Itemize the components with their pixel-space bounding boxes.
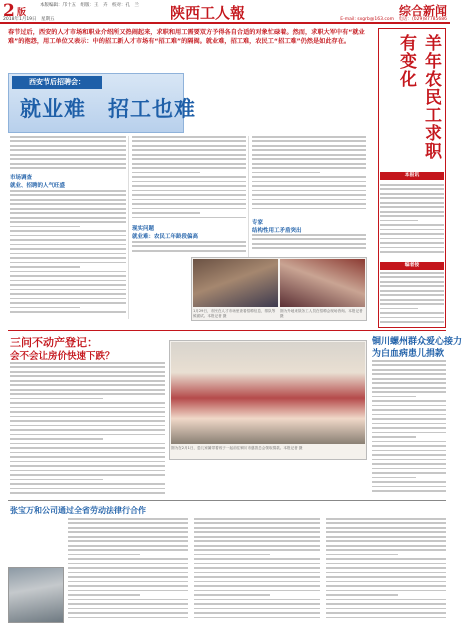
body-text-block (380, 184, 444, 260)
text-line (194, 522, 320, 524)
body-text-block (132, 136, 246, 222)
text-line (372, 409, 446, 411)
text-line (10, 167, 126, 169)
text-line (380, 272, 444, 274)
text-line (372, 463, 446, 465)
text-line (132, 250, 246, 252)
text-line (68, 581, 188, 583)
text-line (380, 303, 444, 305)
contact-line: E-mail: sxgrb@163.com 电话：(029)87785686 (340, 17, 447, 22)
text-line (10, 362, 165, 364)
text-line (326, 567, 446, 569)
news-photo-left (193, 259, 278, 307)
section-subhead: 专家 (252, 220, 264, 226)
text-line (194, 608, 320, 610)
text-line (372, 436, 416, 438)
lead-paragraph: 春节过后，西安的人才市场和职业介绍所又热闹起来，求职和用工需要双方予得各自合适的对象忙碌着。然而，求职大军中有“就业难”的抱怨，用工单位又表示：中的招工新人才市场有“招工难”的隔阂。就业难，招工难，农民工“招工难”仍然是如此存在。 (8, 29, 365, 45)
text-line (252, 176, 366, 178)
text-line (372, 387, 446, 389)
text-line (10, 371, 165, 373)
text-line (380, 184, 444, 186)
text-line (380, 202, 444, 204)
text-line (10, 239, 126, 241)
text-line (326, 576, 446, 578)
text-line (10, 393, 165, 395)
text-line (132, 163, 246, 165)
text-line (68, 540, 188, 542)
text-line (380, 281, 444, 283)
text-line (380, 224, 444, 226)
text-line (194, 540, 320, 542)
column-rule (128, 136, 129, 319)
body-text-block (10, 362, 165, 498)
text-line (10, 248, 126, 250)
text-line (372, 364, 446, 366)
text-line (10, 235, 126, 237)
section-subhead: 现实问题 (132, 226, 155, 232)
text-line (194, 572, 320, 574)
text-line (10, 474, 165, 476)
text-line (252, 199, 366, 201)
section-subhead: 就业难：农民工年龄段偏高 (132, 234, 199, 240)
text-line (380, 308, 418, 310)
text-line (372, 454, 446, 456)
text-line (380, 299, 444, 301)
text-line (252, 149, 366, 151)
text-line (194, 554, 270, 556)
text-line (372, 369, 446, 371)
text-line (380, 294, 444, 296)
text-line (252, 163, 366, 165)
text-line (194, 581, 320, 583)
text-line (68, 576, 188, 578)
newspaper-name: 陕西工人報 (170, 4, 246, 22)
headline-left: 三问不动产登记： (10, 336, 98, 349)
text-line (132, 241, 246, 243)
text-line (326, 590, 446, 592)
text-line (326, 585, 446, 587)
news-photo-lower (171, 342, 365, 444)
text-line (132, 172, 200, 174)
text-line (68, 567, 188, 569)
text-line (68, 527, 188, 529)
text-line (326, 608, 446, 610)
text-line (380, 317, 444, 319)
text-line (380, 233, 444, 235)
text-line (252, 172, 320, 174)
text-line (372, 450, 446, 452)
text-line (10, 140, 126, 142)
text-line (10, 366, 165, 368)
banner-headline: 就业难 招工也难 (20, 97, 196, 121)
text-line (10, 375, 165, 377)
text-line (10, 199, 126, 201)
text-line (10, 226, 80, 228)
text-line (252, 190, 366, 192)
masthead (0, 0, 450, 24)
text-line (68, 518, 188, 520)
text-line (10, 402, 165, 404)
text-line (68, 585, 188, 587)
text-line (10, 289, 126, 291)
text-line (252, 154, 366, 156)
text-line (68, 522, 188, 524)
text-line (10, 194, 126, 196)
text-line (68, 545, 188, 547)
text-line (132, 203, 246, 205)
headline-right: 为白血病患儿捐款 (372, 349, 445, 359)
text-line (132, 208, 246, 210)
text-line (10, 384, 165, 386)
text-line (10, 479, 103, 481)
text-line (380, 220, 418, 222)
text-line (194, 585, 320, 587)
text-line (372, 405, 446, 407)
photo-caption: 1月29日，市民在人才市场里查看招聘信息，排队等候面试。本报记者 摄 (193, 309, 276, 318)
text-line (10, 438, 103, 440)
issue-date: 2018年1月19日 星期五 (3, 17, 55, 22)
text-line (326, 572, 446, 574)
text-line (380, 188, 444, 190)
text-line (68, 536, 188, 538)
text-line (380, 247, 444, 249)
text-line (132, 140, 246, 142)
text-line (10, 136, 126, 138)
text-line (194, 545, 320, 547)
text-line (10, 271, 126, 273)
text-line (326, 612, 446, 614)
body-text-block (326, 518, 446, 624)
text-line (372, 441, 446, 443)
text-line (380, 193, 444, 195)
text-line (372, 373, 446, 375)
text-line (10, 266, 80, 268)
text-line (326, 536, 446, 538)
text-line (10, 298, 126, 300)
text-line (132, 154, 246, 156)
text-line (132, 181, 246, 183)
text-line (10, 420, 165, 422)
text-line (132, 167, 246, 169)
text-line (372, 468, 446, 470)
text-line (10, 212, 126, 214)
text-line (252, 247, 366, 249)
text-line (372, 459, 446, 461)
text-line (380, 251, 444, 253)
text-line (194, 612, 320, 614)
text-line (326, 522, 446, 524)
text-line (68, 531, 188, 533)
text-line (10, 154, 126, 156)
text-line (252, 136, 366, 138)
text-line (380, 229, 444, 231)
text-line (380, 242, 444, 244)
text-line (372, 477, 416, 479)
text-line (10, 208, 126, 210)
text-line (10, 158, 126, 160)
text-line (252, 145, 366, 147)
text-line (372, 432, 446, 434)
text-line (380, 285, 444, 287)
body-text-block (252, 136, 366, 216)
text-line (326, 603, 446, 605)
text-line (10, 470, 165, 472)
body-text-block (380, 272, 444, 326)
text-line (326, 558, 446, 560)
news-photo-right (280, 259, 365, 307)
text-line (10, 203, 126, 205)
text-line (252, 140, 366, 142)
text-line (326, 594, 398, 596)
text-line (10, 443, 165, 445)
photo-caption: 图为在2月1日，患儿家属带着孩子一起前往铜川市慈善总会领取捐款。本报记者 摄 (171, 446, 303, 450)
text-line (10, 221, 126, 223)
text-line (10, 307, 80, 309)
sidebar-subhead: 本报讯 (380, 172, 444, 180)
text-line (10, 262, 126, 264)
text-line (68, 563, 188, 565)
text-line (10, 257, 126, 259)
text-line (10, 284, 126, 286)
section-subhead: 结构性用工矛盾突出 (252, 228, 302, 234)
text-line (372, 490, 446, 492)
text-line (372, 445, 446, 447)
text-line (194, 531, 320, 533)
text-line (132, 145, 246, 147)
text-line (380, 321, 444, 323)
text-line (10, 411, 165, 413)
text-line (10, 483, 165, 485)
text-line (68, 603, 188, 605)
text-line (194, 563, 320, 565)
body-text-block (10, 190, 126, 318)
text-line (132, 185, 246, 187)
text-line (10, 416, 165, 418)
text-line (372, 423, 446, 425)
text-line (10, 311, 126, 313)
section-divider (8, 330, 446, 331)
section-divider (8, 500, 446, 501)
text-line (372, 396, 416, 398)
text-line (326, 563, 446, 565)
text-line (380, 276, 444, 278)
text-line (10, 461, 165, 463)
text-line (372, 391, 446, 393)
text-line (194, 590, 320, 592)
text-line (10, 434, 165, 436)
text-line (10, 244, 126, 246)
text-line (326, 518, 446, 520)
text-line (252, 243, 366, 245)
text-line (194, 536, 320, 538)
text-line (372, 378, 446, 380)
text-line (132, 194, 246, 196)
text-line (372, 382, 446, 384)
text-line (252, 234, 366, 236)
text-line (252, 185, 366, 187)
text-line (380, 312, 444, 314)
text-line (10, 425, 165, 427)
text-line (194, 603, 320, 605)
text-line (326, 617, 446, 619)
text-line (68, 594, 140, 596)
text-line (68, 572, 188, 574)
text-line (68, 558, 188, 560)
sidebar-title: 羊年农民工求职有变化 (396, 34, 441, 160)
text-line (252, 167, 366, 169)
text-line (372, 481, 446, 483)
text-line (68, 599, 188, 601)
text-line (10, 163, 126, 165)
bottom-photo (8, 567, 64, 623)
text-line (372, 472, 446, 474)
banner-kicker: 西安节后招聘会： (12, 76, 102, 89)
text-line (10, 190, 126, 192)
text-line (132, 190, 246, 192)
text-line (194, 518, 320, 520)
text-line (68, 608, 188, 610)
section-subhead: 市场调查 (10, 175, 33, 181)
text-line (252, 208, 366, 210)
text-line (10, 380, 165, 382)
text-line (10, 429, 165, 431)
text-line (10, 488, 165, 490)
text-line (372, 400, 446, 402)
text-line (10, 280, 126, 282)
body-text-block (194, 518, 320, 624)
text-line (132, 245, 246, 247)
text-line (326, 599, 446, 601)
text-line (252, 194, 366, 196)
text-line (10, 389, 165, 391)
text-line (10, 275, 126, 277)
text-line (194, 527, 320, 529)
text-line (194, 558, 320, 560)
text-line (132, 217, 246, 219)
text-line (326, 545, 446, 547)
text-line (68, 549, 188, 551)
text-line (326, 540, 446, 542)
text-line (10, 253, 126, 255)
text-line (10, 217, 126, 219)
text-line (132, 199, 246, 201)
text-line (68, 554, 140, 556)
section-subhead: 就业、招聘的人气旺盛 (10, 183, 66, 189)
text-line (252, 238, 366, 240)
body-text-block (372, 360, 446, 498)
text-line (10, 407, 165, 409)
text-line (252, 158, 366, 160)
text-line (194, 599, 320, 601)
text-line (10, 447, 165, 449)
text-line (372, 418, 446, 420)
text-line (380, 215, 444, 217)
text-line (380, 206, 444, 208)
headline-right: 铜川螺州群众爱心接力 (372, 337, 462, 347)
body-text-block (10, 136, 126, 172)
body-text-block (252, 234, 366, 255)
text-line (380, 238, 444, 240)
text-line (68, 617, 188, 619)
text-line (10, 465, 165, 467)
text-line (132, 149, 246, 151)
text-line (10, 398, 103, 400)
text-line (132, 176, 246, 178)
body-text-block (132, 241, 246, 255)
text-line (68, 590, 188, 592)
text-line (10, 293, 126, 295)
text-line (372, 360, 446, 362)
bottom-headline: 张宝万和公司通过全省劳动法律行合作 (10, 506, 146, 515)
text-line (10, 302, 126, 304)
text-line (372, 486, 446, 488)
editor-credits: 本版编辑：邝十五 组版：王 卉 校对：孔 兰 (40, 3, 139, 8)
text-line (380, 290, 444, 292)
text-line (10, 456, 165, 458)
page-suffix: 版 (17, 8, 27, 18)
text-line (326, 581, 446, 583)
text-line (132, 158, 246, 160)
text-line (132, 136, 246, 138)
text-line (372, 414, 446, 416)
text-line (68, 612, 188, 614)
text-line (194, 617, 320, 619)
subheadline-left: 会不会让房价快速下跌？ (10, 351, 115, 362)
text-line (10, 149, 126, 151)
text-line (326, 527, 446, 529)
text-line (10, 452, 165, 454)
text-line (326, 531, 446, 533)
text-line (132, 212, 200, 214)
text-line (372, 427, 446, 429)
text-line (194, 549, 320, 551)
photo-caption: 图为外地来陕务工人员在招聘会现场咨询。本报记者 摄 (280, 309, 363, 318)
text-line (326, 549, 446, 551)
text-line (380, 197, 444, 199)
text-line (326, 554, 398, 556)
text-line (252, 181, 366, 183)
sidebar-subhead: 编者按 (380, 262, 444, 270)
text-line (10, 145, 126, 147)
text-line (10, 230, 126, 232)
text-line (10, 492, 165, 494)
text-line (194, 576, 320, 578)
text-line (194, 567, 320, 569)
section-name: 综合新闻 (398, 4, 447, 18)
text-line (380, 211, 444, 213)
page-number: 2 (3, 1, 15, 21)
body-text-block (68, 518, 188, 624)
text-line (194, 594, 270, 596)
text-line (252, 203, 366, 205)
